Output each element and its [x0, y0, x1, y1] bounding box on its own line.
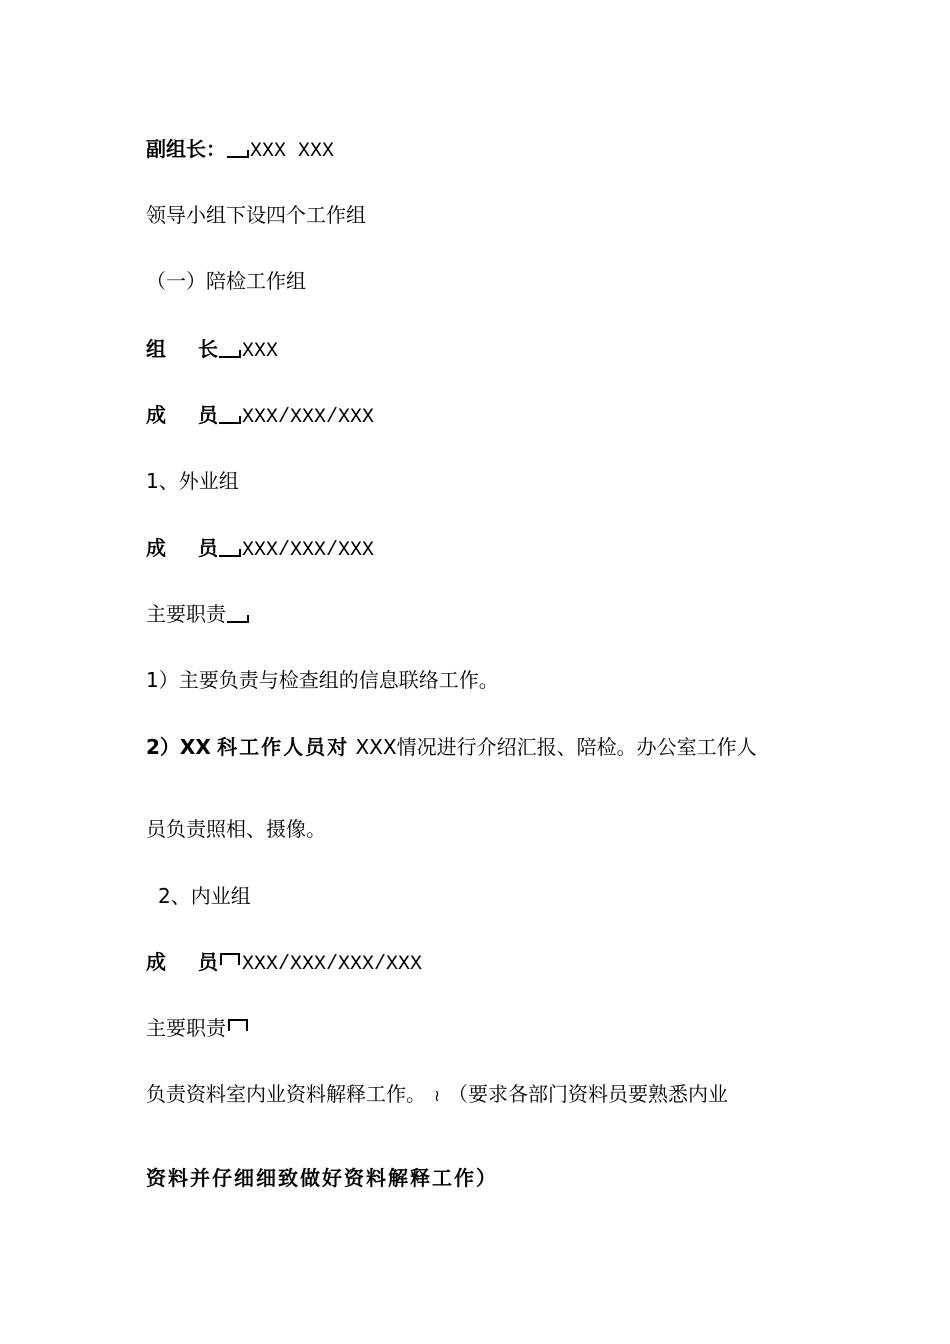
section-heading-escort: （一）陪检工作组: [146, 269, 306, 293]
duty-item-2: [146, 734, 757, 760]
bracket-mark-icon: [220, 953, 240, 965]
members-label-b: 员: [198, 403, 218, 427]
members-value: XXX/XXX/XXX: [242, 406, 375, 429]
duty-item-1: 1）主要负责与检查组的信息联络工作。: [146, 668, 499, 692]
group-leader-label-a: 组: [146, 337, 166, 361]
group-leader-line: [146, 336, 278, 365]
duty-internal: [146, 1081, 728, 1109]
vice-leader-value: XXX XXX: [250, 140, 335, 163]
duties-label: 主要职责: [146, 602, 226, 626]
bracket-mark-icon: [228, 1019, 248, 1031]
members-line-1: [146, 402, 374, 431]
members-line-2: [146, 535, 374, 564]
underline-mark-icon: [227, 615, 249, 623]
duty-internal-continued: 资料并仔细细致做好资料解释工作）: [146, 1166, 498, 1190]
members-label-a: 成: [146, 950, 166, 974]
vice-leader-line: [146, 136, 334, 165]
duty-item-2-prefix: 2）XX: [146, 735, 211, 759]
duties-heading-2: [146, 1015, 250, 1041]
field-group-heading: 1、外业组: [146, 469, 239, 493]
members-value: XXX/XXX/XXX/XXX: [242, 953, 423, 976]
duties-heading-1: [146, 601, 250, 627]
duty-item-2-rest: 情况进行介绍汇报、陪检。办公室工作人: [396, 735, 757, 759]
duty-internal-text: 负责资料室内业资料解释工作。: [146, 1082, 426, 1106]
underline-mark-icon: [219, 549, 241, 557]
members-line-3: [146, 949, 422, 978]
subgroups-intro: 领导小组下设四个工作组: [146, 203, 366, 227]
members-value: XXX/XXX/XXX: [242, 539, 375, 562]
duties-label: 主要职责: [146, 1016, 226, 1040]
group-leader-value: XXX: [242, 340, 279, 363]
members-label-a: 成: [146, 536, 166, 560]
members-label-a: 成: [146, 403, 166, 427]
duty-item-2-xxx: XXX: [355, 735, 397, 759]
vice-leader-label: 副组长：: [146, 137, 226, 161]
members-label-b: 员: [198, 950, 218, 974]
underline-mark-icon: [227, 150, 249, 158]
duty-item-2-bold: 科工作人员对: [217, 735, 350, 759]
members-label-b: 员: [198, 536, 218, 560]
duty-item-2-continued: 员负责照相、摄像。: [146, 817, 326, 841]
underline-mark-icon: [219, 350, 241, 358]
underline-mark-icon: [219, 416, 241, 424]
duty-internal-note: （要求各部门资料员要熟悉内业: [448, 1082, 728, 1106]
group-leader-label-b: 长: [198, 337, 218, 361]
wave-mark-icon: ≀: [434, 1086, 440, 1105]
internal-group-heading: 2、内业组: [158, 884, 251, 908]
